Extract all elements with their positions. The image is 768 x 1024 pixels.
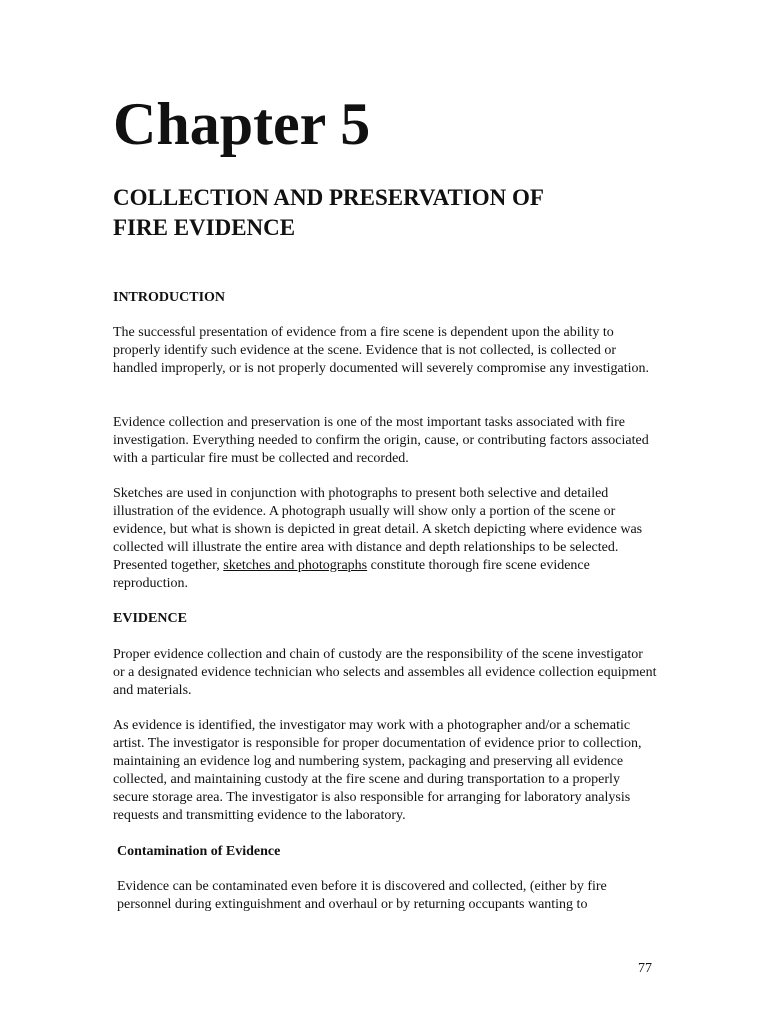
introduction-paragraph-2: Evidence collection and preservation is one of the most important tasks associated with fire investigation. Everything needed to confirm the origin, cause, or contributing factors associated with a particular fire must be collected and recorded. [113, 415, 649, 466]
introduction-paragraph-3-text-start: Sketches are used in conjunction with photographs to present both selective and detailed illustration of the evidence. A photograph usually will show only a portion of the scene or evidence, but what is shown is depicted in great detail. A sketch depicting where evidence was collected will illustrate the entire area with distance and depth relationships to be selected. Presented together, [113, 486, 643, 573]
introduction-paragraph-3 [113, 485, 658, 593]
chapter-title: Chapter 5 [113, 91, 371, 157]
contamination-heading: Contamination of Evidence [117, 844, 281, 859]
page-number: 77 [638, 961, 652, 976]
introduction-paragraph-1: The successful presentation of evidence from a fire scene is dependent upon the ability to properly identify such evidence at the scene. Evidence that is not collected, is collected or handled improperly, or is not properly documented will severely compromise any investigation. [113, 325, 650, 376]
contamination-paragraph-1: Evidence can be contaminated even before it is discovered and collected, (either by fire personnel during extinguishment and overhaul or by returning occupants wanting to [117, 879, 607, 912]
evidence-paragraph-1: Proper evidence collection and chain of custody are the responsibility of the scene investigator or a designated evidence technician who selects and assembles all evidence collection equipment and materials. [113, 647, 657, 698]
sketches-and-photographs-link[interactable]: sketches and photographs [223, 558, 368, 573]
chapter-subtitle-line-2: FIRE EVIDENCE [113, 215, 296, 240]
chapter-subtitle [113, 183, 673, 243]
evidence-paragraph-2: As evidence is identified, the investigator may work with a photographer and/or a schematic artist. The investigator is responsible for proper documentation of evidence prior to collection, maintaining an evidence log and numbering system, packaging and preserving all evidence collected, and maintaining custody at the fire scene and during transportation to a properly secure storage area. The investigator is also responsible for arranging for laboratory analysis requests and transmitting evidence to the laboratory. [113, 718, 642, 823]
evidence-heading: EVIDENCE [113, 611, 187, 626]
chapter-subtitle-line-1: COLLECTION AND PRESERVATION OF [113, 185, 544, 210]
introduction-heading: INTRODUCTION [113, 290, 226, 305]
introduction-paragraph-3-text-end: constitute thorough fire scene evidence reproduction. [113, 558, 590, 591]
